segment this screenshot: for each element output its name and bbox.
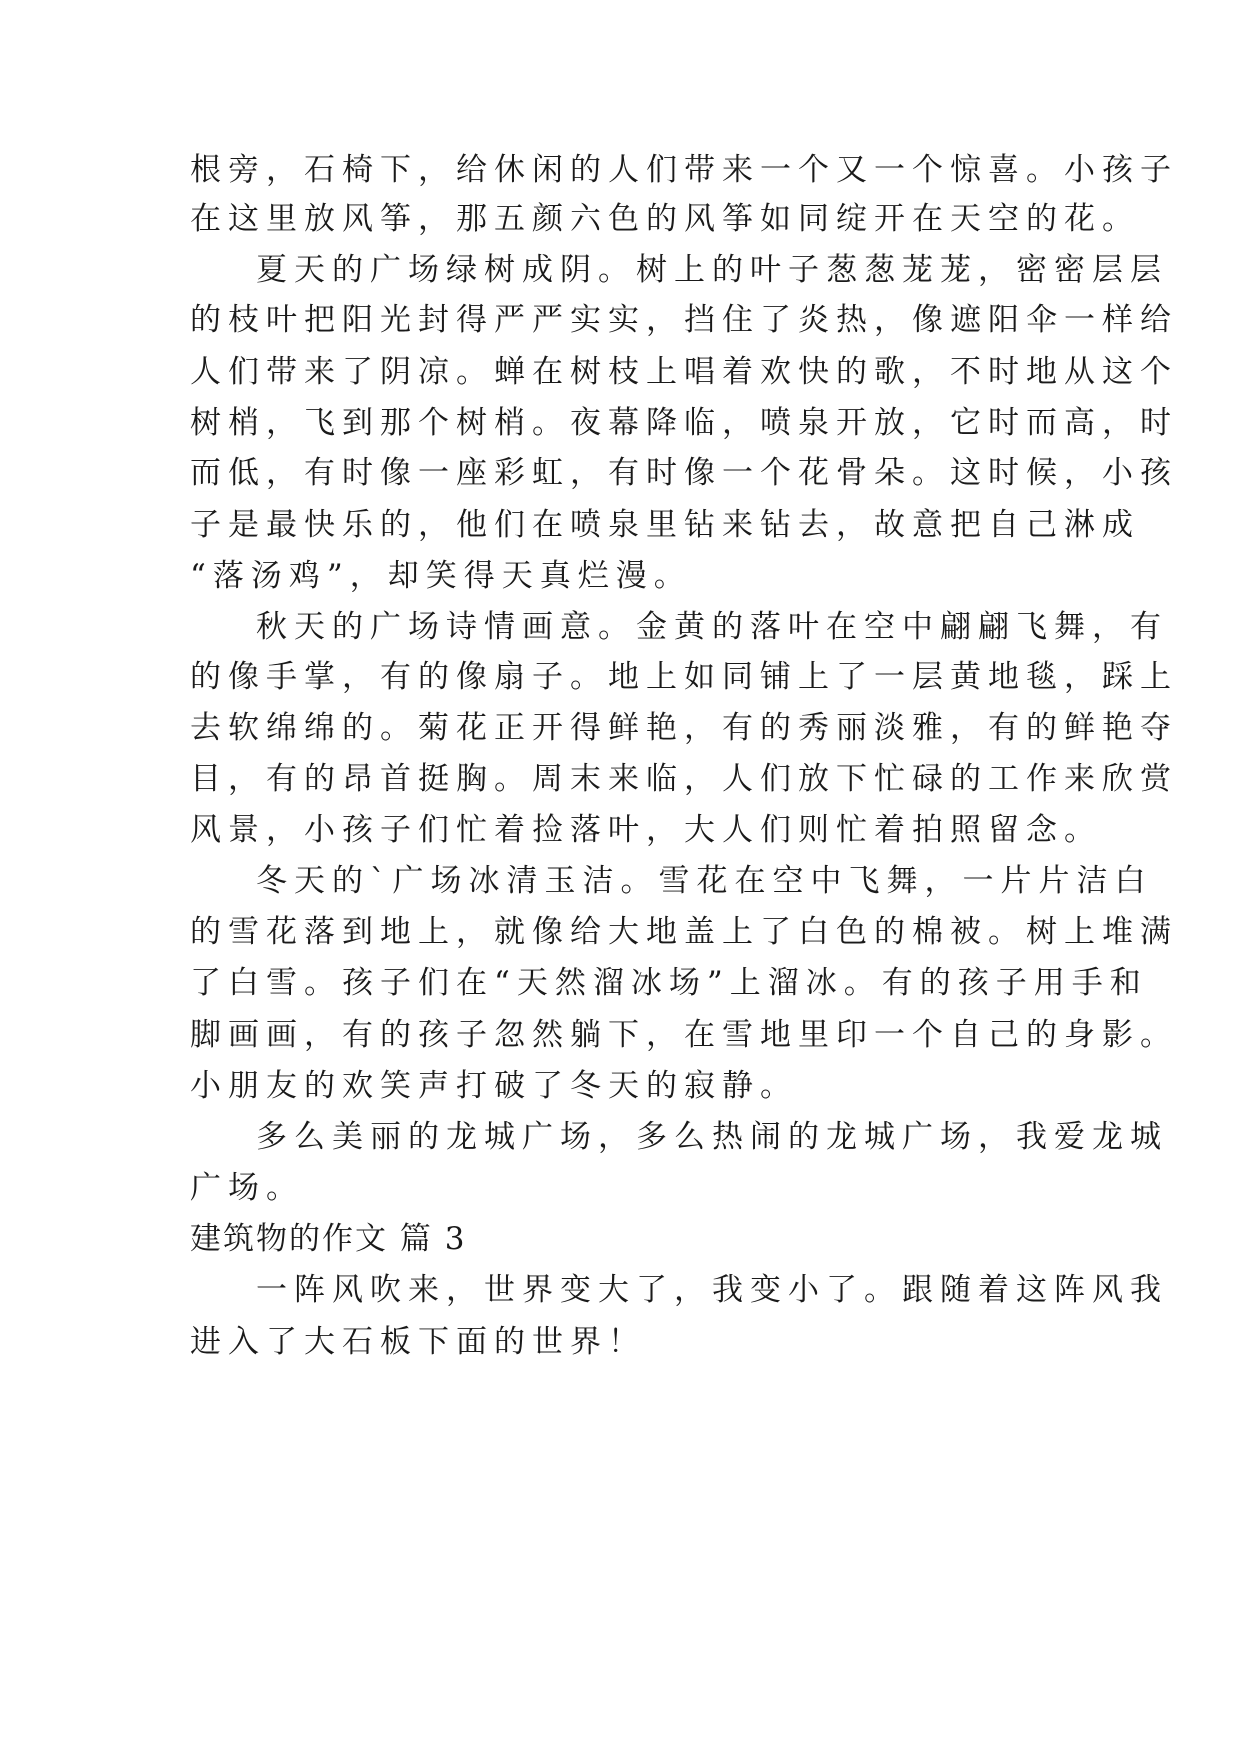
paragraph-line: 秋天的广场诗情画意。金黄的落叶在空中翩翩飞舞，有 [256,609,1168,645]
paragraph-line: 多么美丽的龙城广场，多么热闹的龙城广场，我爱龙城 [256,1119,1168,1155]
paragraph-line: 小朋友的欢笑声打破了冬天的寂静。 [190,1068,798,1104]
paragraph-line: 广场。 [190,1170,304,1206]
paragraph-line: 的雪花落到地上，就像给大地盖上了白色的棉被。树上堆满 [190,914,1178,950]
paragraph-line: 夏天的广场绿树成阴。树上的叶子葱葱茏茏，密密层层 [256,252,1168,288]
paragraph-line: 根旁，石椅下，给休闲的人们带来一个又一个惊喜。小孩子 [190,152,1178,188]
paragraph-line: 人们带来了阴凉。蝉在树枝上唱着欢快的歌，不时地从这个 [190,354,1178,390]
paragraph-line: 在这里放风筝，那五颜六色的风筝如同绽开在天空的花。 [190,201,1140,237]
paragraph-line: 子是最快乐的，他们在喷泉里钻来钻去，故意把自己淋成 [190,507,1140,543]
section-heading: 建筑物的作文 篇 3 [190,1221,467,1257]
paragraph-line: 的枝叶把阳光封得严严实实，挡住了炎热，像遮阳伞一样给 [190,302,1178,338]
paragraph-line: 一阵风吹来，世界变大了，我变小了。跟随着这阵风我 [256,1272,1168,1308]
paragraph-line: 去软绵绵的。菊花正开得鲜艳，有的秀丽淡雅，有的鲜艳夺 [190,710,1178,746]
paragraph-line: 目，有的昂首挺胸。周末来临，人们放下忙碌的工作来欣赏 [190,761,1178,797]
paragraph-line: 的像手掌，有的像扇子。地上如同铺上了一层黄地毯，踩上 [190,659,1178,695]
paragraph-line: 冬天的`广场冰清玉洁。雪花在空中飞舞，一片片洁白 [256,863,1153,899]
paragraph-line: 脚画画，有的孩子忽然躺下，在雪地里印一个自己的身影。 [190,1017,1178,1053]
paragraph-line: 进入了大石板下面的世界！ [190,1324,646,1360]
paragraph-line: 风景，小孩子们忙着捡落叶，大人们则忙着拍照留念。 [190,812,1102,848]
paragraph-line: 树梢，飞到那个树梢。夜幕降临，喷泉开放，它时而高，时 [190,405,1178,441]
paragraph-line: 而低，有时像一座彩虹，有时像一个花骨朵。这时候，小孩 [190,455,1178,491]
paragraph-line: 了白雪。孩子们在“天然溜冰场”上溜冰。有的孩子用手和 [190,965,1148,1001]
paragraph-line: “落汤鸡”，却笑得天真烂漫。 [190,558,692,594]
